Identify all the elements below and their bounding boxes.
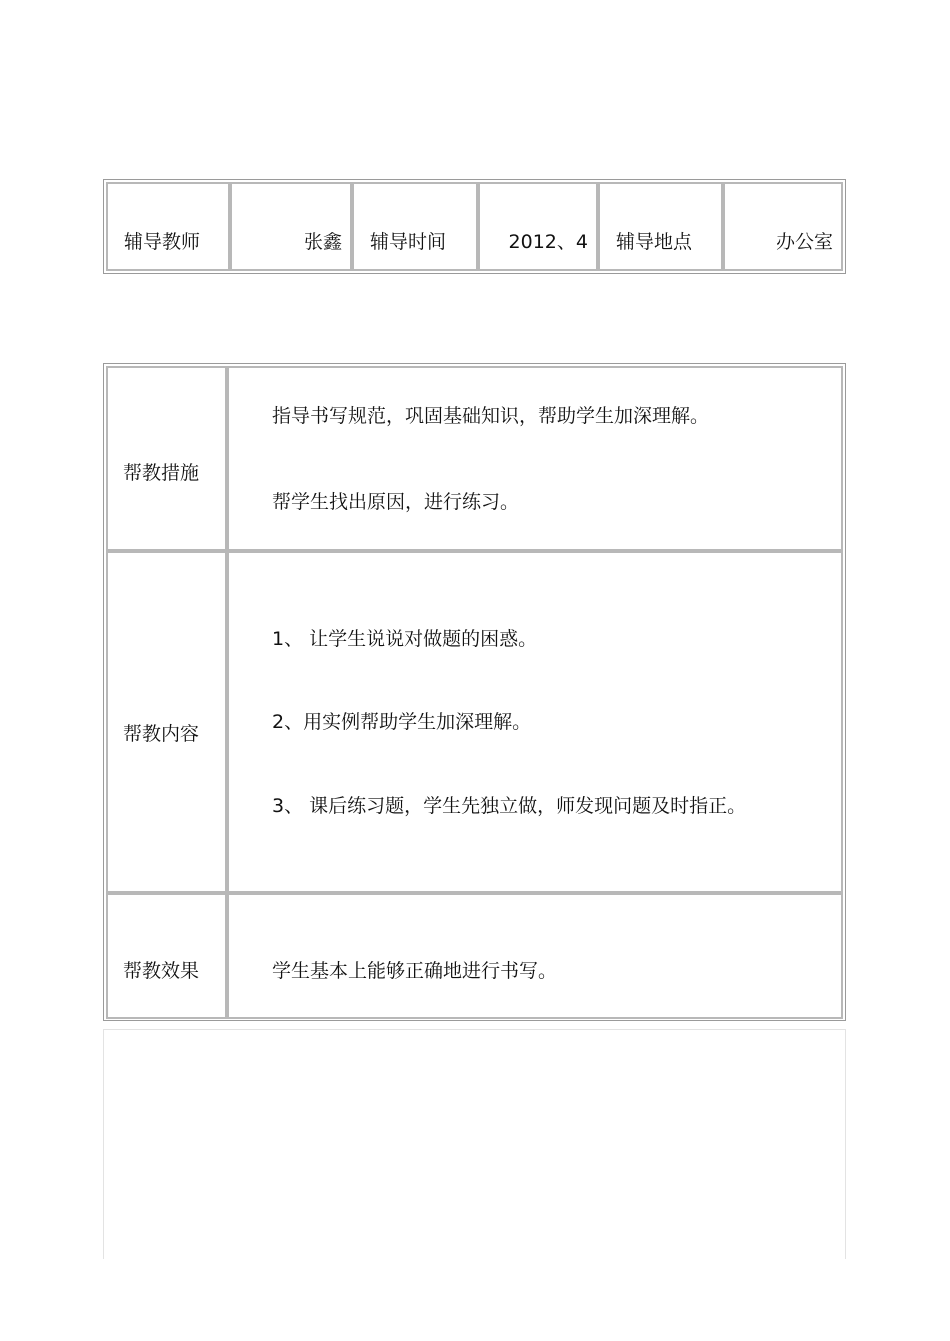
effect-content-cell bbox=[227, 893, 843, 1019]
effect-label-cell bbox=[106, 893, 227, 1019]
teacher-label: 辅导教师 bbox=[124, 231, 201, 253]
measures-label: 帮教措施 bbox=[123, 462, 200, 484]
content-content-cell bbox=[227, 551, 843, 893]
content-line-1: 1、 让学生说说对做题的困惑。 bbox=[272, 628, 538, 650]
place-value: 办公室 bbox=[775, 231, 833, 253]
time-value-cell bbox=[478, 182, 598, 271]
content-label: 帮教内容 bbox=[123, 723, 200, 745]
empty-table-area bbox=[103, 1029, 846, 1259]
tutoring-info-table bbox=[103, 179, 846, 274]
measures-line-1: 指导书写规范，巩固基础知识，帮助学生加深理解。 bbox=[272, 405, 710, 427]
teacher-value-cell bbox=[230, 182, 352, 271]
measures-label-cell bbox=[106, 366, 227, 551]
content-line-2: 2、用实例帮助学生加深理解。 bbox=[272, 711, 532, 733]
time-label: 辅导时间 bbox=[370, 231, 447, 253]
place-label: 辅导地点 bbox=[616, 231, 693, 253]
measures-content-cell bbox=[227, 366, 843, 551]
teacher-value: 张鑫 bbox=[303, 231, 342, 253]
time-label-cell bbox=[352, 182, 478, 271]
place-value-cell bbox=[723, 182, 843, 271]
measures-line-2: 帮学生找出原因，进行练习。 bbox=[272, 491, 520, 513]
tutoring-record-table bbox=[103, 363, 846, 1021]
content-label-cell bbox=[106, 551, 227, 893]
effect-line-1: 学生基本上能够正确地进行书写。 bbox=[272, 960, 558, 982]
teacher-label-cell bbox=[106, 182, 230, 271]
place-label-cell bbox=[598, 182, 723, 271]
content-line-3: 3、 课后练习题，学生先独立做，师发现问题及时指正。 bbox=[272, 795, 747, 817]
time-value: 2012、4 bbox=[508, 231, 588, 253]
effect-label: 帮教效果 bbox=[123, 960, 200, 982]
